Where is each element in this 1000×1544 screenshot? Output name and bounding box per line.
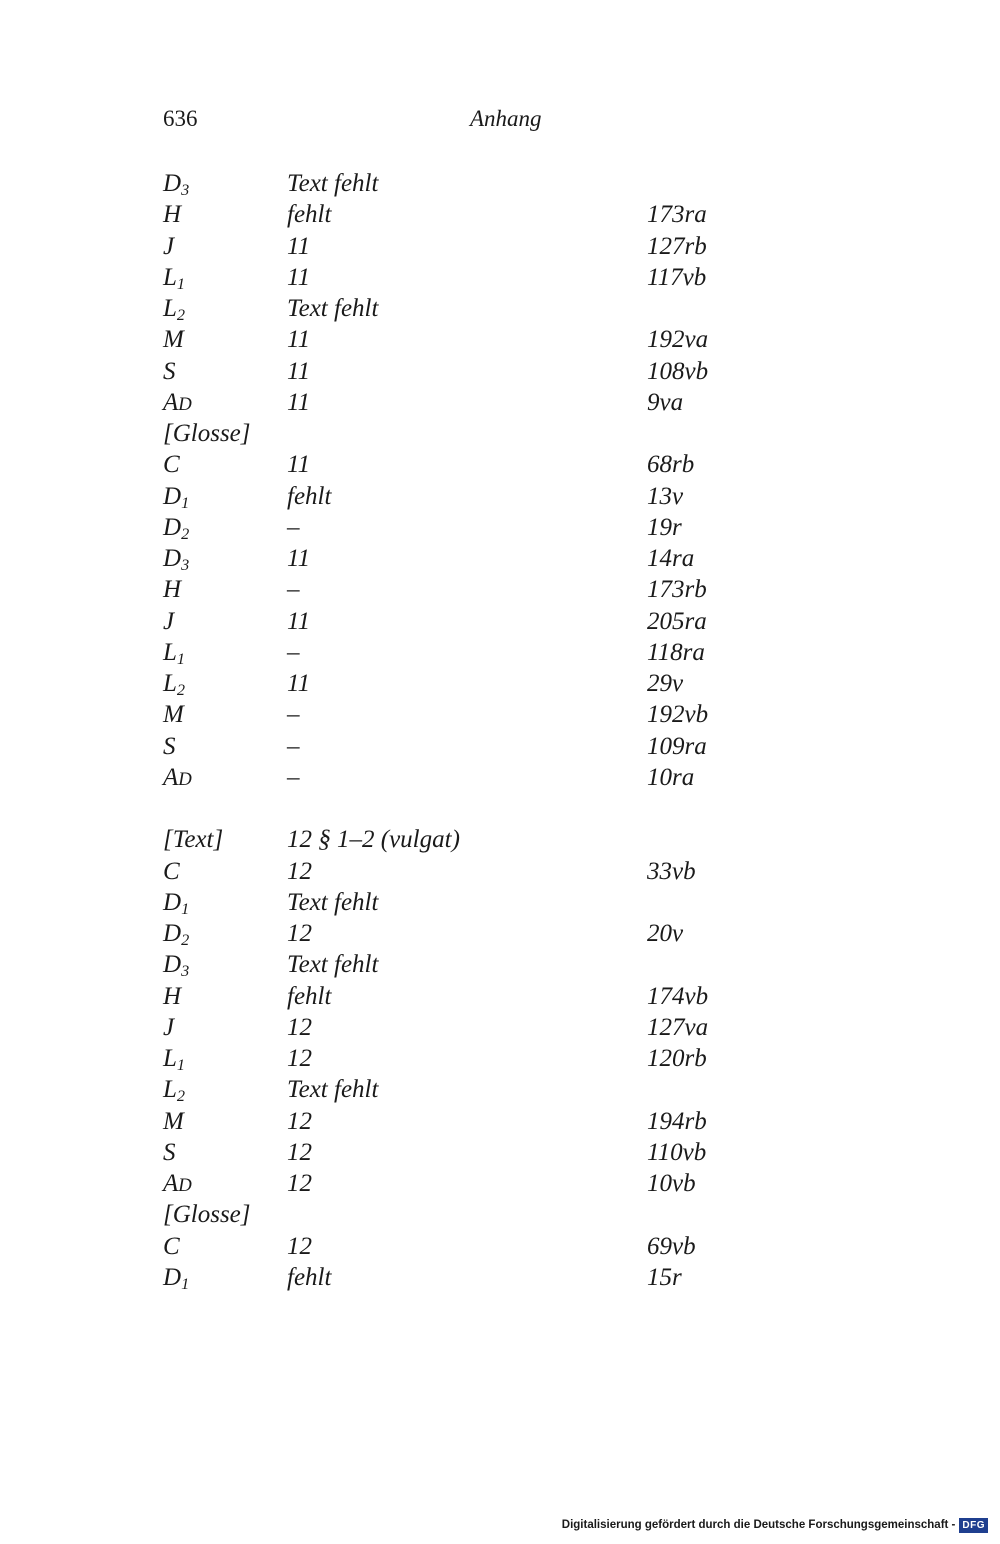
siglum: H [163,201,182,229]
folio: 68rb [647,451,695,479]
siglum: S [163,732,176,760]
table-row [163,574,843,605]
table-row [163,1074,843,1105]
chapter: – [287,763,300,791]
section-heading: [Glosse] [163,420,251,447]
chapter: Text fehlt [287,888,379,916]
table-row [163,1199,843,1230]
table-row [163,1043,843,1074]
chapter: 12 [287,920,312,947]
folio: 13v [647,482,684,510]
chapter: 11 [287,451,311,479]
table-row [163,856,843,887]
table-row [163,1168,843,1199]
chapter: Text fehlt [287,1076,379,1104]
chapter: fehlt [287,1263,332,1291]
folio: 117vb [647,263,707,291]
table-row [163,293,843,324]
siglum: S [163,1138,176,1166]
dfg-logo: DFG [959,1518,988,1533]
siglum: $L_1$ [163,1045,186,1075]
siglum: AD [163,1170,192,1197]
folio: 110vb [647,1138,707,1166]
chapter: Text fehlt [287,295,379,322]
chapter: Text fehlt [287,951,379,979]
table-row [163,1012,843,1043]
table-row [163,1262,843,1293]
folio: 33vb [647,857,696,885]
siglum: H [163,576,182,604]
siglum: M [163,1107,184,1135]
table-row [163,949,843,980]
siglum: $D_3$ [163,951,190,981]
folio: 120rb [647,1045,707,1072]
table-row [163,387,843,418]
folio: 69vb [647,1232,696,1260]
siglum: J [163,607,175,635]
table-row [163,981,843,1012]
folio: 127rb [647,232,707,260]
chapter: fehlt [287,982,332,1010]
siglum: C [163,1232,180,1260]
table-row [163,1231,843,1262]
chapter: – [287,701,300,729]
siglum: S [163,357,176,385]
chapter: 12 [287,1107,312,1135]
chapter: Text fehlt [287,170,379,197]
folio: 205ra [647,607,707,635]
manuscript-table [163,168,843,1293]
siglum: C [163,451,180,479]
siglum: $L_1$ [163,263,186,293]
table-row [163,199,843,230]
page-number: 636 [163,106,198,131]
siglum: M [163,326,184,354]
chapter: 11 [287,388,311,416]
chapter: – [287,732,300,760]
table-row [163,824,843,855]
folio: 127va [647,1013,709,1041]
folio: 173rb [647,576,707,604]
blank-row [163,793,843,824]
chapter: fehlt [287,201,332,229]
table-row [163,512,843,543]
chapter: – [287,576,300,604]
siglum: $D_3$ [163,170,190,200]
folio: 10ra [647,763,695,791]
folio: 173ra [647,201,707,229]
table-row [163,418,843,449]
chapter: 11 [287,326,311,354]
siglum: $L_2$ [163,295,186,325]
folio: 9va [647,388,684,416]
folio: 192va [647,326,709,354]
folio: 15r [647,1263,682,1291]
chapter: 12 § 1–2 (vulgat) [287,826,460,854]
table-row [163,699,843,730]
folio: 19r [647,513,682,541]
table-row [163,668,843,699]
folio: 20v [647,920,684,947]
chapter: fehlt [287,482,332,510]
siglum: $D_2$ [163,513,190,543]
chapter: 11 [287,545,311,572]
folio: 108vb [647,357,709,385]
siglum: H [163,982,182,1010]
chapter: 12 [287,1138,312,1166]
siglum: $D_1$ [163,482,190,512]
table-row [163,1106,843,1137]
chapter: – [287,513,300,541]
folio: 192vb [647,701,709,729]
folio: 10vb [647,1170,696,1197]
page-header [163,106,843,138]
siglum: $D_1$ [163,1263,190,1293]
chapter: 11 [287,263,311,291]
siglum: J [163,232,175,260]
chapter: 12 [287,1232,312,1260]
siglum: $D_2$ [163,920,190,950]
siglum: $L_1$ [163,638,186,668]
funding-footer [562,1517,988,1533]
table-row [163,449,843,480]
siglum: $L_2$ [163,670,186,700]
table-row [163,731,843,762]
chapter: – [287,638,300,666]
chapter: 12 [287,1170,312,1197]
footer-text: Digitalisierung gefördert durch die Deutsche Forschungsgemeinschaft - [561,1519,956,1531]
siglum: AD [163,388,192,416]
table-row [163,1137,843,1168]
table-row [163,262,843,293]
folio: 29v [647,670,684,697]
chapter: 11 [287,607,311,635]
table-row [163,168,843,199]
siglum: $D_3$ [163,545,190,575]
folio: 174vb [647,982,709,1010]
siglum: M [163,701,184,729]
chapter: 11 [287,357,311,385]
chapter: 11 [287,232,311,260]
folio: 109ra [647,732,707,760]
siglum: AD [163,763,192,791]
chapter: 11 [287,670,311,697]
table-row [163,356,843,387]
table-row [163,762,843,793]
table-row [163,606,843,637]
table-row [163,887,843,918]
table-row [163,543,843,574]
table-row [163,481,843,512]
section-heading: [Text] [163,826,224,854]
section-heading: [Glosse] [163,1201,251,1229]
folio: 194rb [647,1107,707,1135]
table-row [163,231,843,262]
table-row [163,324,843,355]
folio: 118ra [647,638,705,666]
chapter: 12 [287,1045,312,1072]
chapter: 12 [287,1013,312,1041]
folio: 14ra [647,545,695,572]
siglum: $L_2$ [163,1076,186,1106]
table-row [163,918,843,949]
siglum: J [163,1013,175,1041]
siglum: $D_1$ [163,888,190,918]
siglum: C [163,857,180,885]
running-head: Anhang [470,106,542,131]
table-row [163,637,843,668]
chapter: 12 [287,857,312,885]
